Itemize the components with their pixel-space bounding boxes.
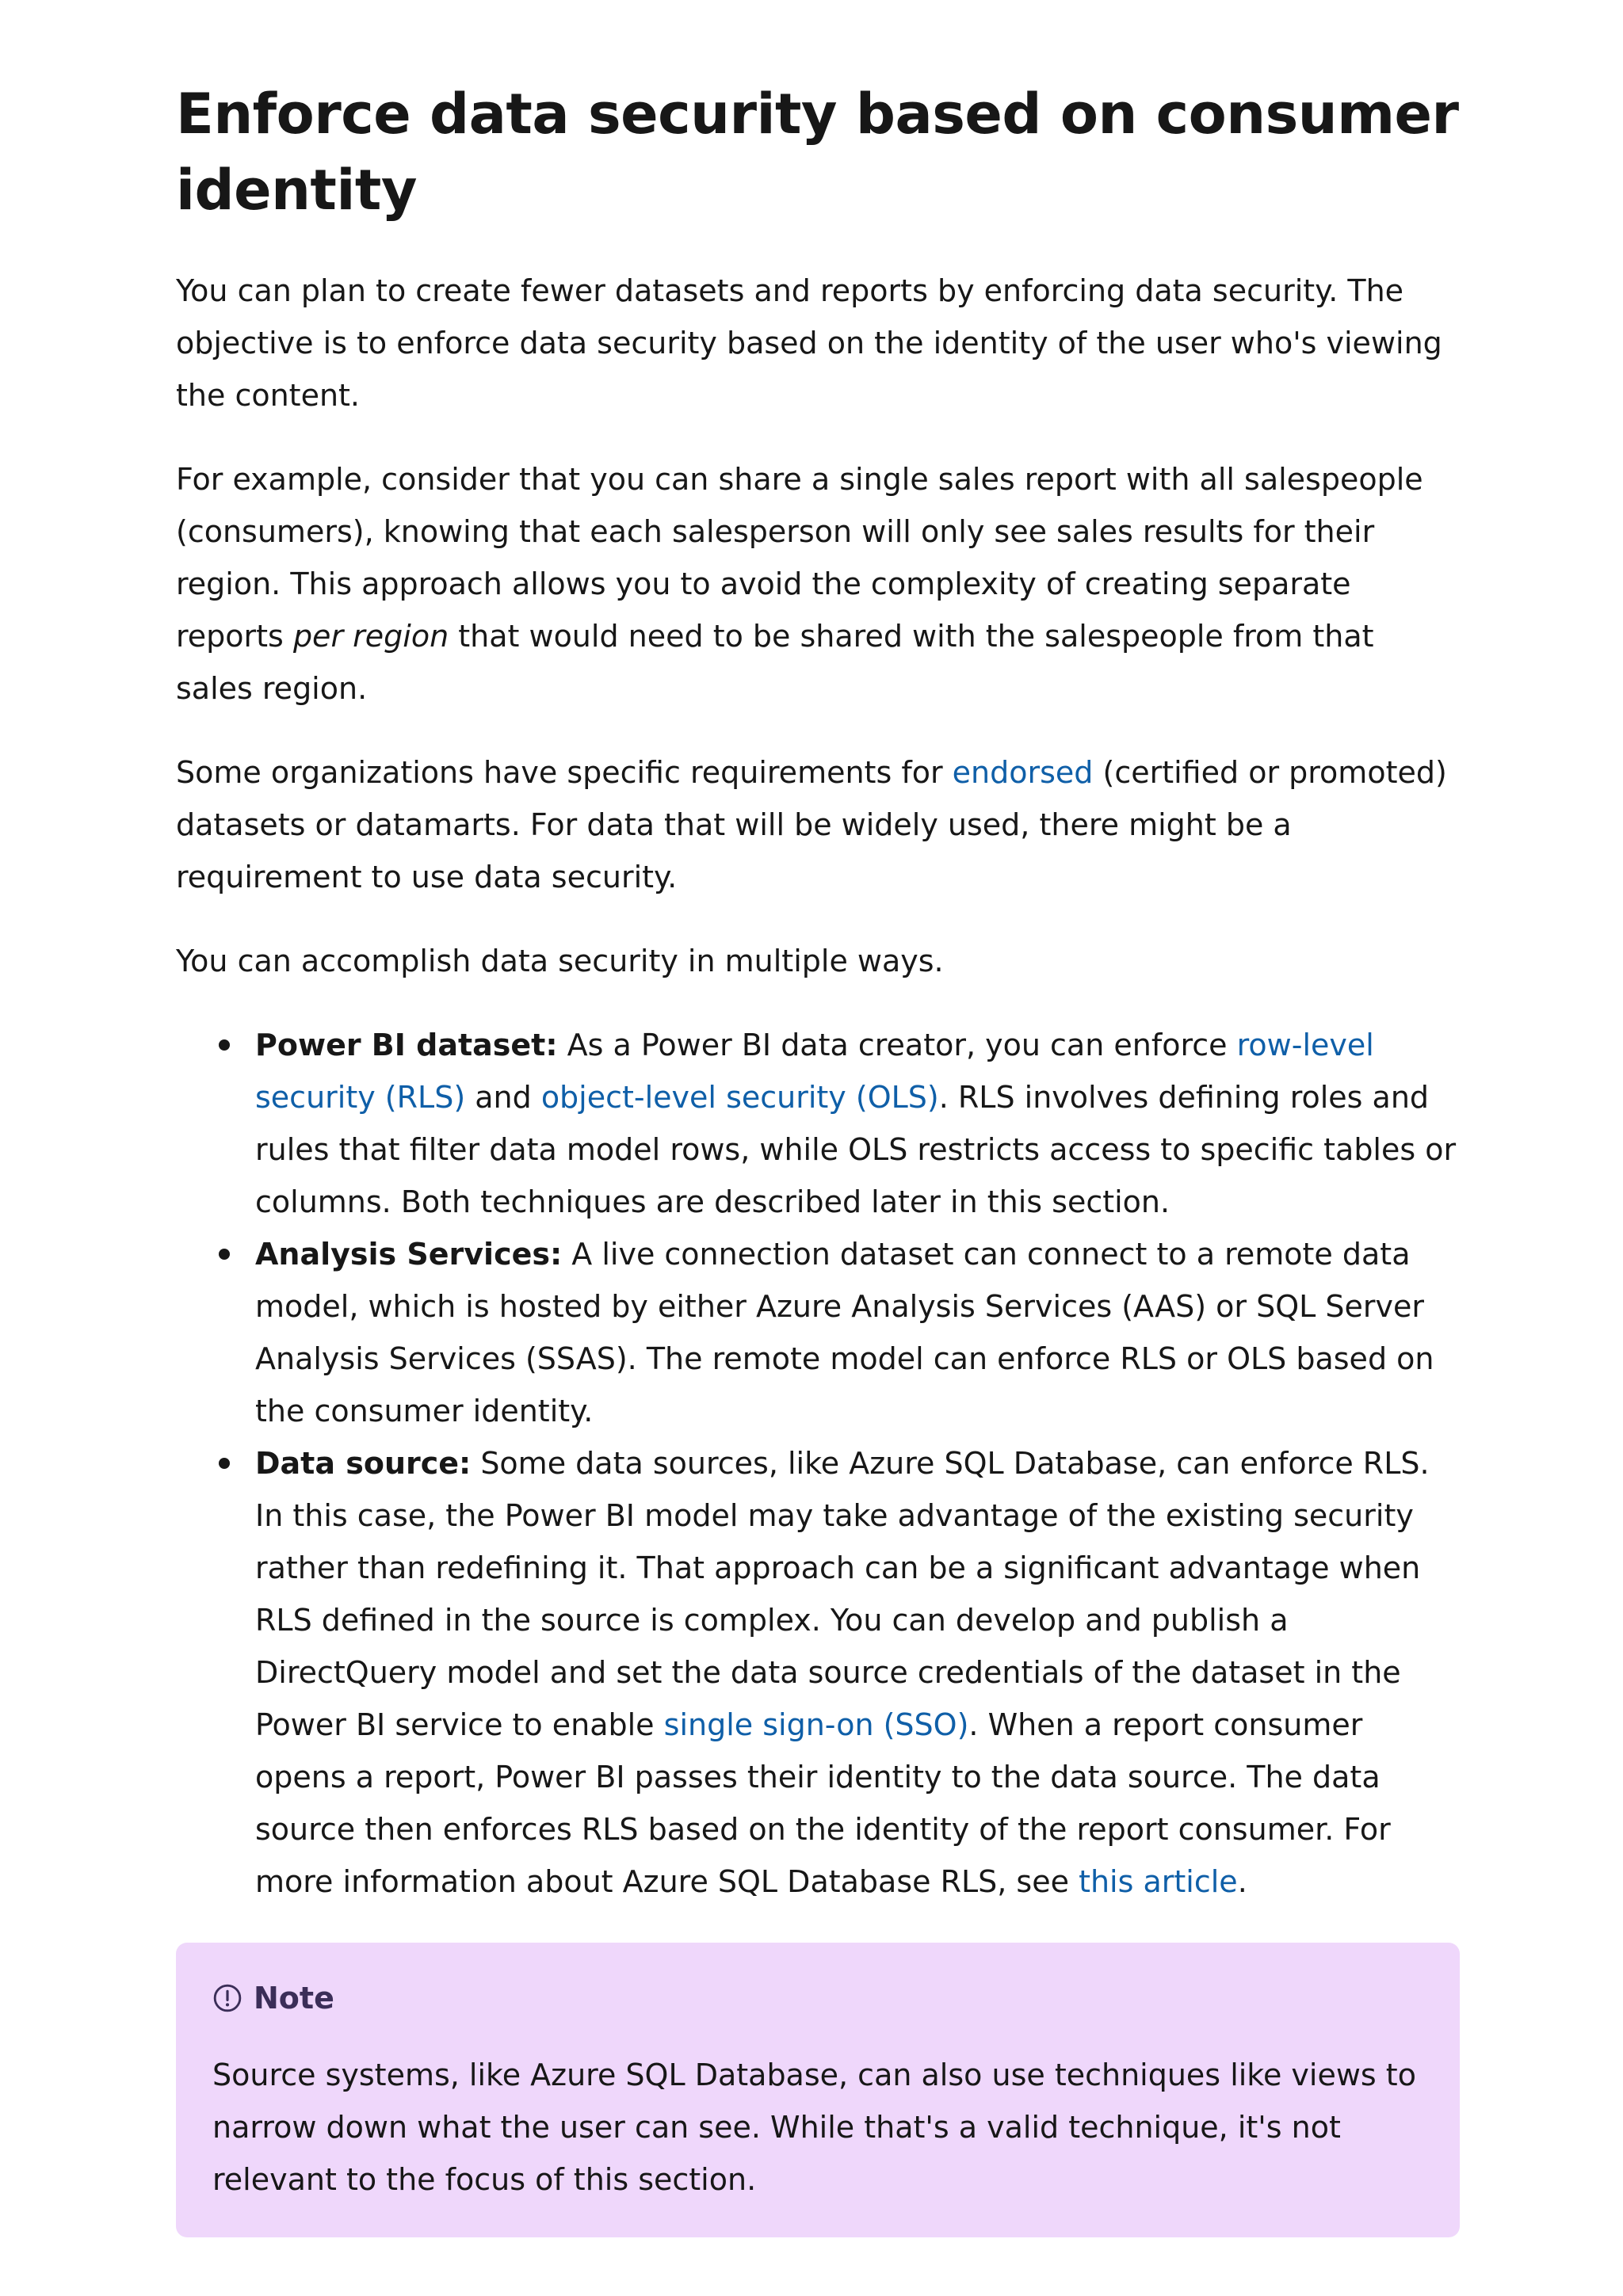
- list-item-power-bi-dataset: [255, 1019, 1460, 1228]
- note-callout: [176, 1943, 1460, 2237]
- example-paragraph: [176, 453, 1460, 715]
- methods-paragraph: You can accomplish data security in multiple ways.: [176, 944, 944, 978]
- note-text: Source systems, like Azure SQL Database, can also use techniques like views to narrow down what the user can see. While that's a valid technique, it's not relevant to the focus of this section.: [212, 2058, 1416, 2197]
- intro-paragraph: You can plan to create fewer datasets and reports by enforcing data security. The objective is to enforce data security based on the identity of the user who's viewing the content.: [176, 273, 1442, 413]
- power-bi-dataset-text-1: As a Power BI data creator, you can enforce: [557, 1028, 1237, 1062]
- data-source-text-1: Some data sources, like Azure SQL Database, can enforce RLS. In this case, the Power BI model may take advantage of the existing security rather than redefining it. That approach can be a significant advantage when RLS defined in the source is complex. You can develop and publish a DirectQuery model and set the data source credentials of the dataset in the Power BI service to enable: [255, 1446, 1430, 1742]
- single-sign-on-link[interactable]: single sign-on (SSO): [663, 1707, 969, 1742]
- power-bi-dataset-text-3: . RLS involves defining roles and rules that filter data model rows, while OLS restricts access to specific tables or columns. Both techniques are described later in this section.: [255, 1080, 1457, 1219]
- endorsed-link[interactable]: endorsed: [952, 755, 1094, 790]
- this-article-link[interactable]: this article: [1079, 1864, 1238, 1899]
- list-item-data-source: [255, 1437, 1460, 1908]
- example-text-after: that would need to be shared with the salespeople from that sales region.: [176, 619, 1374, 706]
- power-bi-dataset-label: Power BI dataset:: [255, 1028, 558, 1062]
- analysis-services-text: A live connection dataset can connect to a remote data model, which is hosted by either Azure Analysis Services (AAS) or SQL Server Analysis Services (SSAS). The remote model can enforce RLS or OLS based on the consumer identity.: [255, 1237, 1434, 1428]
- note-heading: [212, 1976, 1423, 2020]
- object-level-security-link[interactable]: object-level security (OLS): [540, 1080, 939, 1115]
- security-methods-list: [176, 1019, 1460, 1908]
- power-bi-dataset-text-2: and: [465, 1080, 541, 1115]
- page-title: Enforce data security based on consumer identity: [176, 82, 1459, 223]
- analysis-services-label: Analysis Services:: [255, 1237, 563, 1272]
- row-level-security-link[interactable]: row-level security (RLS): [255, 1028, 1374, 1115]
- article-content: [176, 76, 1460, 2237]
- endorsed-paragraph: [176, 746, 1460, 903]
- info-circle-icon: [212, 1983, 242, 2013]
- data-source-text-2: . When a report consumer opens a report, Power BI passes their identity to the data source. The data source then enforces RLS based on the identity of the report consumer. For more information about Azure SQL Database RLS, see: [255, 1707, 1391, 1899]
- endorsed-text-before: Some organizations have specific requirements for: [176, 755, 953, 790]
- note-title: Note: [254, 1981, 334, 2016]
- data-source-text-3: .: [1237, 1864, 1247, 1899]
- example-text-before: For example, consider that you can share a single sales report with all salespeople (consumers), knowing that each salesperson will only see sales results for their region. This approach allows you to avoid the complexity of creating separate reports: [176, 462, 1423, 654]
- list-item-analysis-services: [255, 1228, 1460, 1437]
- endorsed-text-after: (certified or promoted) datasets or datamarts. For data that will be widely used, there might be a requirement to use data security.: [176, 755, 1447, 894]
- data-source-label: Data source:: [255, 1446, 472, 1481]
- per-region-emphasis: per region: [292, 619, 449, 654]
